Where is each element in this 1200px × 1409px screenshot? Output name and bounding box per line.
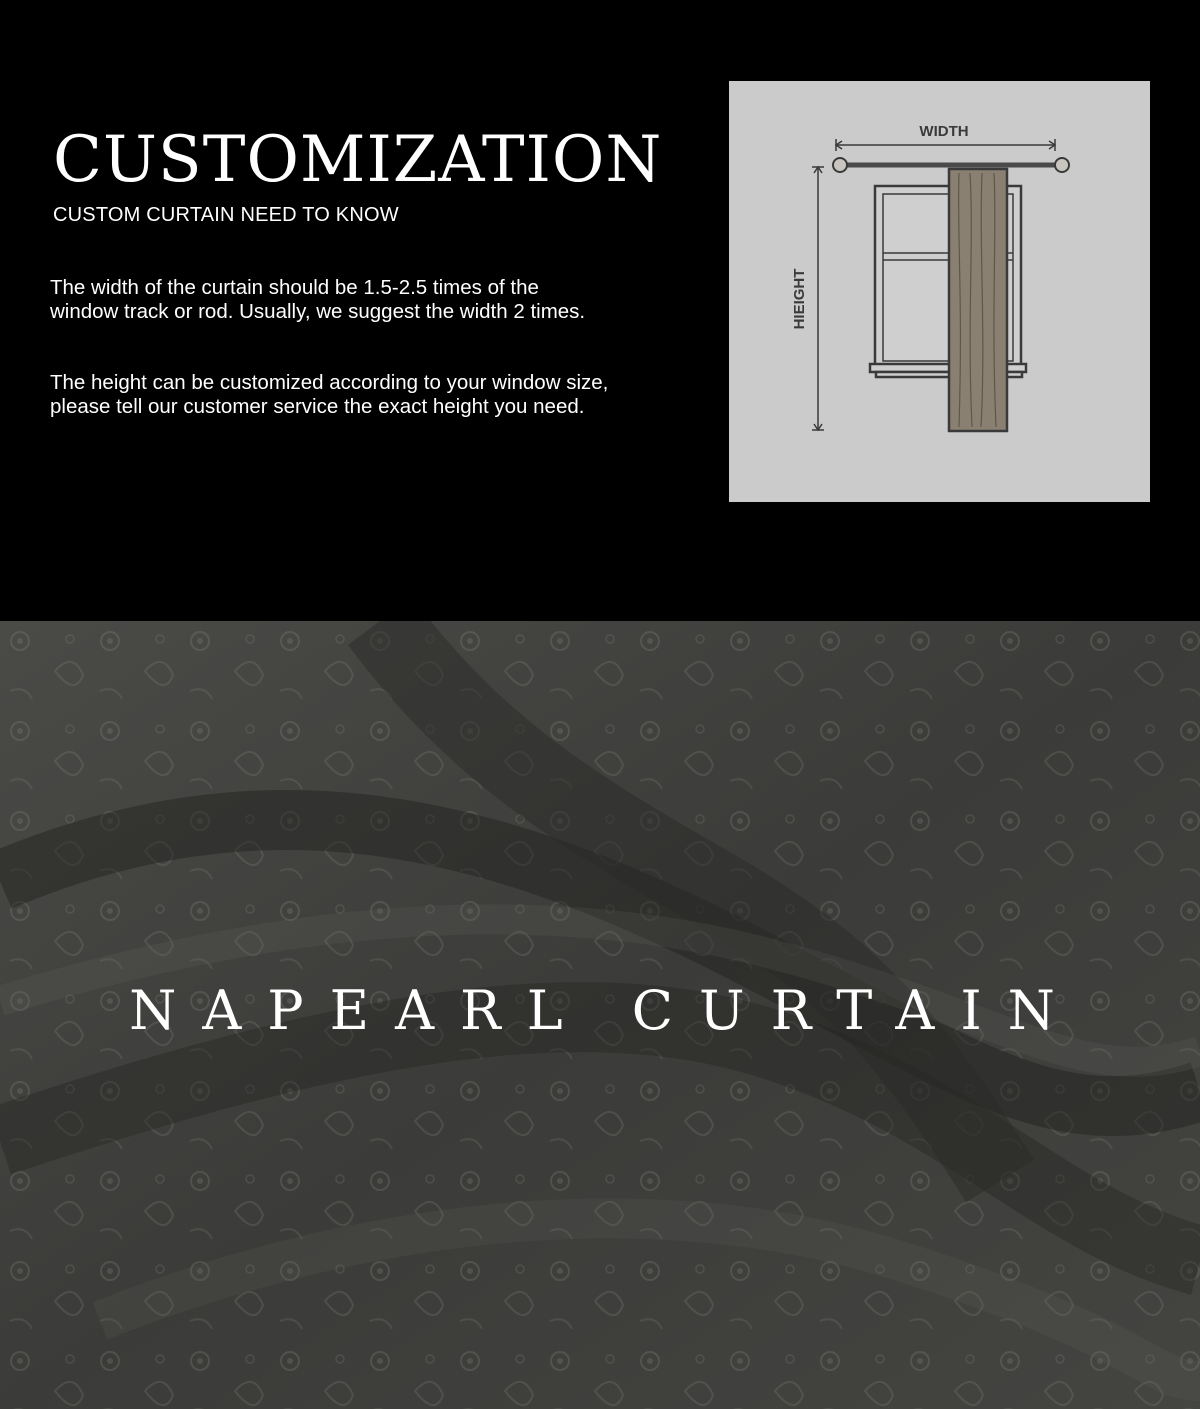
width-guidance-text: The width of the curtain should be 1.5-2.5 times of the window track or rod. Usually, we suggest the width 2 times.	[50, 276, 586, 323]
brand-banner	[0, 621, 1200, 1409]
curtain-panel-icon	[949, 169, 1007, 431]
height-dimension-line	[812, 167, 824, 430]
height-label: HIEIGHT	[791, 268, 808, 330]
width-label: WIDTH	[919, 123, 969, 140]
curtain-measurement-diagram	[729, 81, 1150, 502]
customization-section	[0, 0, 1200, 621]
page-subtitle: CUSTOM CURTAIN NEED TO KNOW	[53, 204, 399, 226]
brand-title: NAPEARL CURTAIN	[129, 979, 1081, 1042]
page-title: CUSTOMIZATION	[53, 123, 663, 197]
height-guidance-text: The height can be customized according to your window size, please tell our customer service the exact height you need.	[50, 371, 609, 418]
width-dimension-line	[836, 139, 1055, 151]
curtain-diagram-icon	[729, 81, 1150, 502]
